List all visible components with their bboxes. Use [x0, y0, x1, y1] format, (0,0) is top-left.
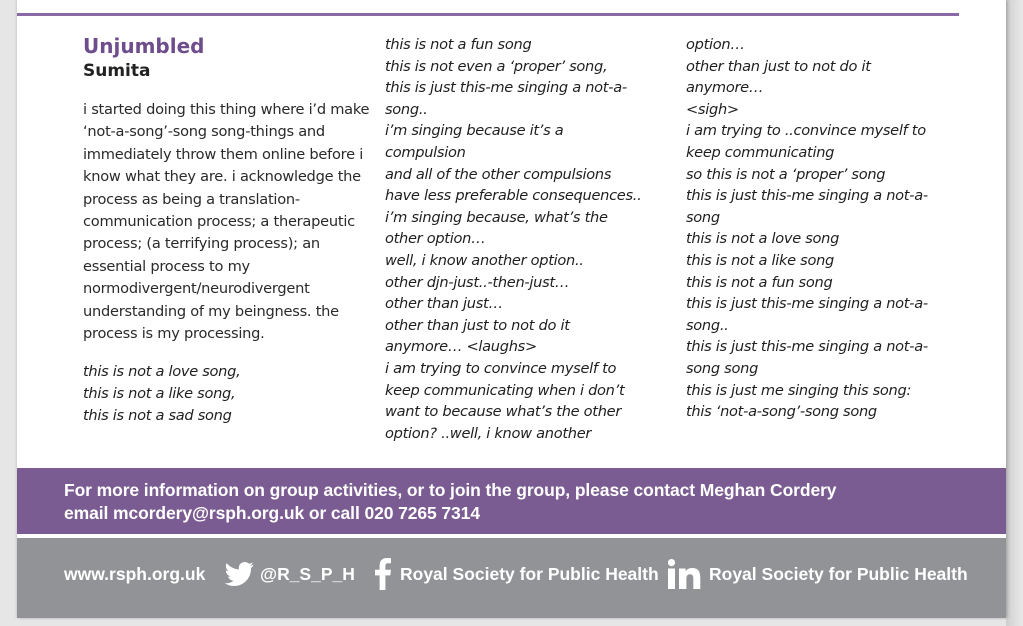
- poem-line: this is not a sad song: [83, 406, 232, 424]
- poem-column-1: [83, 361, 373, 426]
- poem-line: this is just this-me singing a not-a-: [385, 79, 627, 97]
- poem-line: song song: [686, 359, 759, 377]
- column-3: [686, 34, 976, 423]
- contact-banner: [17, 468, 1006, 534]
- linkedin-icon: [668, 559, 701, 589]
- poem-line: i’m singing because, what’s the: [385, 208, 608, 226]
- poem-line: this is not a fun song: [385, 36, 532, 53]
- poem-line: compulsion: [385, 143, 466, 161]
- poem-line: this is not a love song: [686, 230, 840, 248]
- page-edge-shadow: [1006, 0, 1023, 626]
- poem-line: this ‘not-a-song’-song song: [686, 403, 877, 421]
- poem-line: this is not a like song: [686, 251, 835, 269]
- twitter-bird-icon: [224, 562, 254, 586]
- poem-line: option? ..well, i know another: [385, 424, 592, 442]
- linkedin-link[interactable]: [668, 558, 968, 590]
- poem-line: other than just to not do it: [686, 57, 871, 75]
- poem-line: anymore…: [686, 79, 764, 97]
- poem-line: i am trying to ..convince myself to: [686, 122, 926, 140]
- poem-column-3: [686, 34, 976, 423]
- poem-line: song..: [686, 316, 729, 334]
- facebook-name: Royal Society for Public Health: [400, 563, 659, 584]
- top-divider: [17, 13, 959, 16]
- poem-line: this is just me singing this song:: [686, 381, 912, 399]
- poem-line: well, i know another option..: [385, 251, 584, 269]
- document-page: [17, 0, 1006, 618]
- twitter-link[interactable]: [224, 558, 355, 590]
- poem-line: anymore… <laughs>: [385, 338, 537, 356]
- poem-line: other djn-just..-then-just…: [385, 273, 570, 291]
- twitter-handle: @R_S_P_H: [260, 563, 355, 584]
- poem-line: this is just this-me singing a not-a-: [686, 187, 928, 205]
- poem-line: so this is not a ‘proper’ song: [686, 165, 886, 183]
- poem-line: song: [686, 208, 720, 226]
- article-intro: i started doing this thing where i’d make ‘not-a-song’-song song-things and immediately throw them online before i know what they are. i acknowledge the process as being a translation-communication process; a therapeutic process; (a terrifying process); an essential process to my normodivergent/neurodivergent understanding of my beingness. the process is my processing.: [83, 101, 370, 343]
- facebook-link[interactable]: [375, 558, 659, 590]
- poem-line: this is not a fun song: [686, 273, 833, 291]
- poem-column-2: [385, 34, 680, 444]
- poem-line: i am trying to convince myself to: [385, 359, 617, 377]
- poem-line: keep communicating: [686, 143, 835, 161]
- poem-line: <sigh>: [686, 100, 739, 118]
- footer-bar: [17, 538, 1006, 618]
- poem-line: other option…: [385, 230, 486, 248]
- poem-line: this is just this-me singing a not-a-: [686, 338, 928, 356]
- website-link[interactable]: www.rsph.org.uk: [64, 563, 206, 584]
- poem-line: this is not a love song,: [83, 363, 241, 381]
- poem-line: want to because what’s the other: [385, 403, 622, 421]
- poem-line: and all of the other compulsions: [385, 165, 612, 183]
- column-1: [83, 34, 373, 426]
- column-2: [385, 34, 680, 444]
- poem-line: this is just this-me singing a not-a-: [686, 295, 928, 313]
- poem-line: song..: [385, 100, 428, 118]
- poem-line: keep communicating when i don’t: [385, 381, 625, 399]
- contact-line-2: email mcordery@rsph.org.uk or call 020 7265 7314: [64, 503, 480, 523]
- poem-line: other than just to not do it: [385, 316, 570, 334]
- facebook-icon: [375, 558, 391, 590]
- poem-line: this is not a like song,: [83, 385, 236, 403]
- linkedin-name: Royal Society for Public Health: [709, 563, 968, 584]
- poem-line: other than just…: [385, 295, 503, 313]
- article-author: Sumita: [83, 61, 151, 81]
- poem-line: have less preferable consequences..: [385, 187, 642, 205]
- poem-line: this is not even a ‘proper’ song,: [385, 57, 608, 75]
- poem-line: i’m singing because it’s a: [385, 122, 564, 140]
- contact-text: [64, 479, 836, 525]
- contact-line-1: For more information on group activities, or to join the group, please contact Meghan Cordery: [64, 480, 837, 500]
- poem-line: option…: [686, 36, 745, 53]
- article-title: Unjumbled: [83, 34, 205, 58]
